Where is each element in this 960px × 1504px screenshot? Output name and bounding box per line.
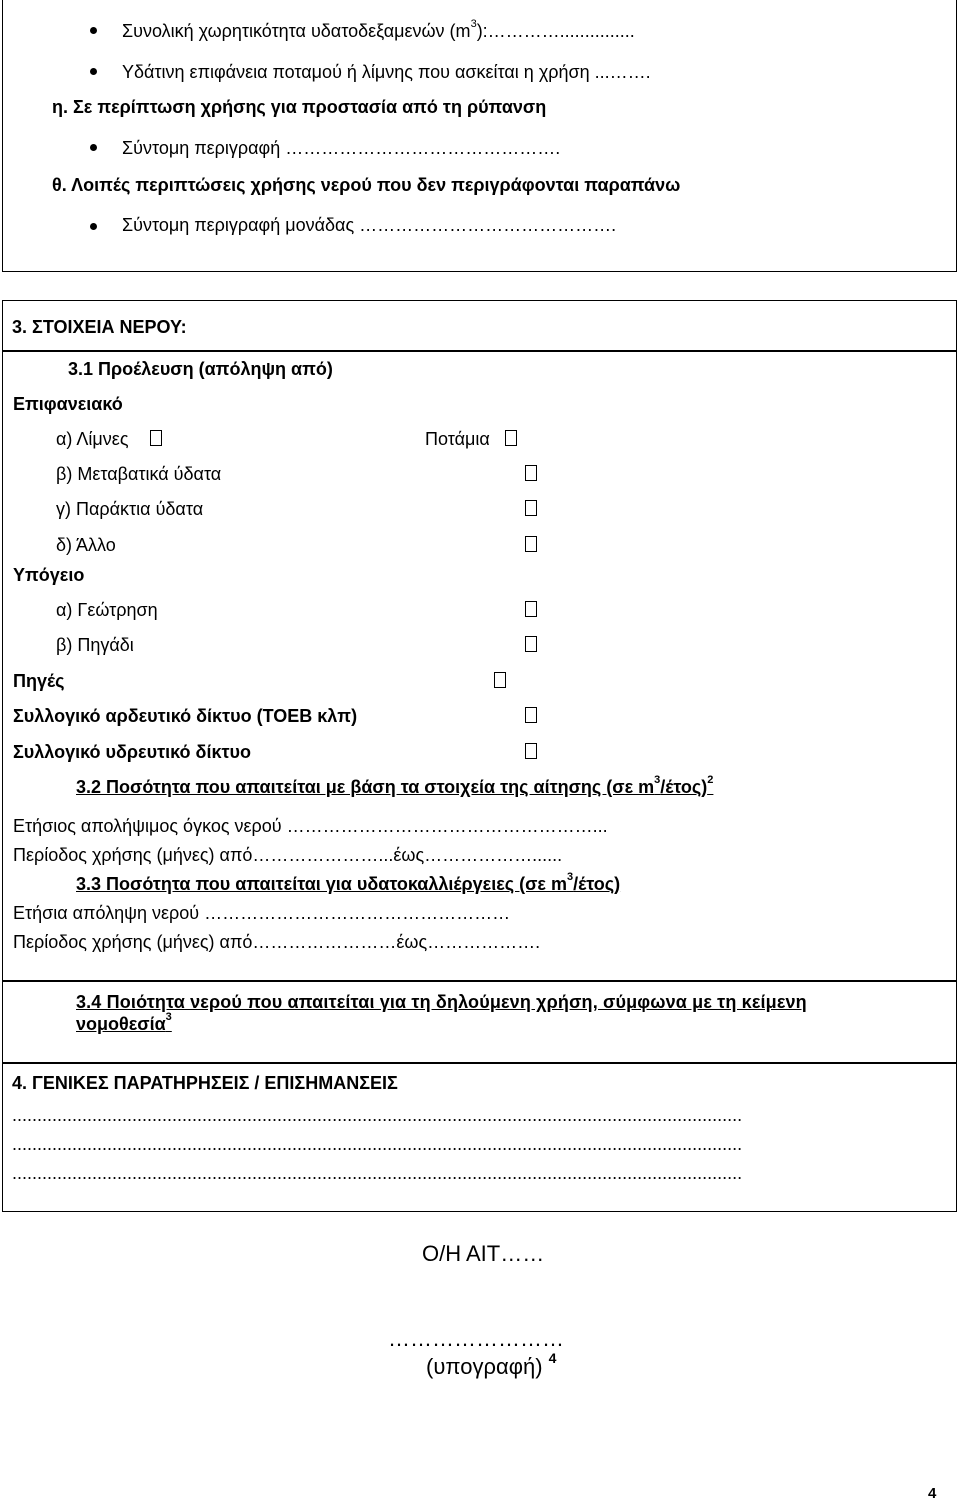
- well-label: β) Πηγάδι: [56, 635, 134, 655]
- annual-withdrawal-line: Ετήσια απόληψη νερού ……………………………………………: [13, 903, 511, 923]
- irrigation-network-label: Συλλογικό αρδευτικό δίκτυο (ΤΟΕΒ κλπ): [13, 706, 358, 726]
- springs-label: Πηγές: [13, 671, 65, 691]
- borehole-checkbox[interactable]: [525, 601, 537, 617]
- s31-title: 3.1 Προέλευση (απόληψη από): [68, 359, 333, 379]
- bullet: [90, 27, 97, 34]
- heading-eta: η. Σε περίπτωση χρήσης για προστασία από τη ρύπανση: [52, 97, 547, 117]
- usage-period-2-line: Περίοδος χρήσης (μήνες) από……………………έως……………….: [13, 932, 541, 952]
- short-description-unit-line: Σύντομη περιγραφή μονάδας …………………………………….: [122, 215, 617, 235]
- s34-title-line1: 3.4 Ποιότητα νερού που απαιτείται για τη δηλούμενη χρήση, σύμφωνα με τη κείμενη: [76, 992, 807, 1012]
- signature-label: (υπογραφή) $^4$: [426, 1349, 557, 1379]
- section-3-title: 3. ΣΤΟΙΧΕΙΑ ΝΕΡΟΥ:: [12, 317, 187, 337]
- lakes-label: α) Λίμνες: [56, 429, 129, 449]
- borehole-label: α) Γεώτρηση: [56, 600, 158, 620]
- water-supply-network-label: Συλλογικό υδρευτικό δίκτυο: [13, 742, 251, 762]
- remarks-line: ..................................................................................................................................................: [12, 1134, 743, 1154]
- s34-title-line2: νομοθεσία$^3$: [76, 1011, 172, 1034]
- total-capacity-line: Συνολική χωρητικότητα υδατοδεξαμενών $(m^3):\dots\dots\dots\dots$...............: [122, 18, 635, 41]
- transitional-checkbox[interactable]: [525, 465, 537, 481]
- water-supply-network-checkbox[interactable]: [525, 743, 537, 759]
- coastal-checkbox[interactable]: [525, 500, 537, 516]
- surface-label: Επιφανειακό: [13, 394, 123, 414]
- other-checkbox[interactable]: [525, 536, 537, 552]
- bullet: [90, 144, 97, 151]
- applicant-title: Ο/Η ΑΙΤ……: [422, 1241, 545, 1266]
- rivers-label: Ποτάμια: [425, 429, 490, 449]
- irrigation-network-checkbox[interactable]: [525, 707, 537, 723]
- s33-title: 3.3 Ποσότητα που απαιτείται για υδατοκαλλιέργειες (σε $m^3/έ\tau o\varsigma$): [76, 871, 621, 894]
- groundwater-label: Υπόγειο: [13, 565, 85, 585]
- well-checkbox[interactable]: [525, 636, 537, 652]
- transitional-label: β) Μεταβατικά ύδατα: [56, 464, 222, 484]
- other-label: δ) Άλλο: [56, 535, 116, 555]
- page-number: 4: [928, 1485, 937, 1502]
- section-4-title: 4. ΓΕΝΙΚΕΣ ΠΑΡΑΤΗΡΗΣΕΙΣ / ΕΠΙΣΗΜΑΝΣΕΙΣ: [12, 1073, 398, 1093]
- remarks-line: ..................................................................................................................................................: [12, 1105, 743, 1125]
- water-surface-line: Υδάτινη επιφάνεια ποταμού ή λίμνης που ασκείται η χρήση ...…….: [122, 62, 651, 82]
- rivers-checkbox[interactable]: [505, 430, 517, 446]
- s32-title: 3.2 Ποσότητα που απαιτείται με βάση τα στοιχεία της αίτησης (σε $m^3/έ\tau o\varsigma)^2$: [76, 774, 714, 797]
- remarks-line: ..................................................................................................................................................: [12, 1163, 743, 1183]
- usage-period-line: Περίοδος χρήσης (μήνες) από…………………...έως………………......: [13, 845, 563, 865]
- signature-dots: ……………………: [388, 1326, 564, 1351]
- bullet: [90, 223, 97, 230]
- coastal-label: γ) Παράκτια ύδατα: [56, 499, 204, 519]
- short-description-line: Σύντομη περιγραφή ……………………………………….: [122, 138, 561, 158]
- bullet: [90, 68, 97, 75]
- annual-volume-line: Ετήσιος απολήψιμος όγκος νερού ……………………………………………...: [13, 816, 608, 836]
- lakes-checkbox[interactable]: [150, 430, 162, 446]
- heading-theta: θ. Λοιπές περιπτώσεις χρήσης νερού που δεν περιγράφονται παραπάνω: [52, 175, 681, 195]
- springs-checkbox[interactable]: [494, 672, 506, 688]
